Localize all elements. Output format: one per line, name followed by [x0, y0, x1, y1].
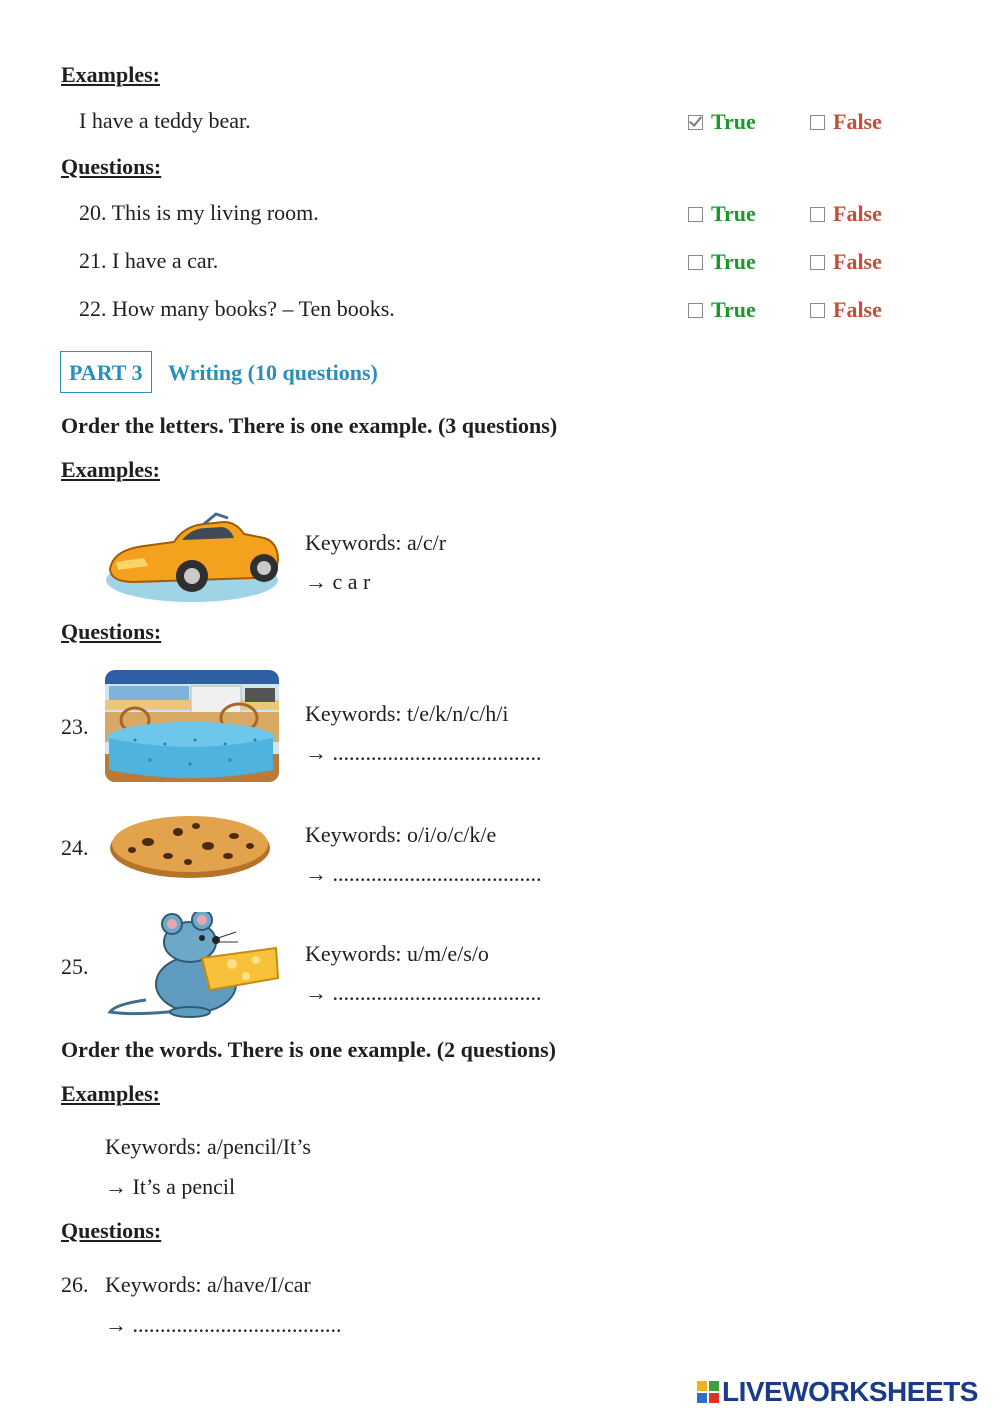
checkbox-icon[interactable] [688, 255, 703, 270]
question-22-true-option[interactable] [688, 297, 756, 323]
question-22-text: 22. How many books? – Ten books. [79, 296, 395, 321]
words-questions-heading: Questions: [61, 1218, 162, 1243]
question-21-false-option[interactable] [810, 249, 882, 275]
question-25-number: 25. [61, 954, 89, 979]
true-label: True [711, 201, 756, 226]
car-image [104, 512, 280, 604]
letters-questions-heading: Questions: [61, 619, 162, 644]
question-22-false-option[interactable] [810, 297, 882, 323]
words-example-answer: → It’s a pencil [105, 1174, 236, 1199]
logo-text: LIVEWORKSHEETS [722, 1376, 978, 1407]
question-21-true-option[interactable] [688, 249, 756, 275]
questions-heading: Questions: [61, 154, 162, 179]
part-3-title: Writing (10 questions) [168, 360, 378, 385]
question-20-false-option[interactable] [810, 201, 882, 227]
question-21-text: 21. I have a car. [79, 248, 219, 273]
question-24-answer-field[interactable]: → ...................................... [305, 861, 542, 886]
order-words-instruction: Order the words. There is one example. (2 questions) [61, 1037, 556, 1062]
true-label: True [711, 109, 756, 134]
question-20-text: 20. This is my living room. [79, 200, 319, 225]
letters-examples-heading: Examples: [61, 457, 160, 482]
checkbox-icon[interactable] [810, 115, 825, 130]
false-label: False [833, 201, 882, 226]
liveworksheets-logo [697, 1376, 978, 1408]
words-example-keywords: Keywords: a/pencil/It’s [105, 1134, 311, 1159]
words-examples-heading: Examples: [61, 1081, 160, 1106]
false-label: False [833, 249, 882, 274]
checkbox-icon[interactable] [688, 207, 703, 222]
question-23-keywords: Keywords: t/e/k/n/c/h/i [305, 701, 509, 726]
examples-heading: Examples: [61, 62, 160, 87]
question-26-keywords: Keywords: a/have/I/car [105, 1272, 311, 1297]
example-false-option[interactable] [810, 109, 882, 135]
question-24-number: 24. [61, 835, 89, 860]
question-23-number: 23. [61, 714, 89, 739]
logo-mark-icon [697, 1381, 719, 1403]
true-label: True [711, 249, 756, 274]
question-25-keywords: Keywords: u/m/e/s/o [305, 941, 489, 966]
example-true-option[interactable] [688, 109, 756, 135]
example-sentence: I have a teddy bear. [79, 108, 251, 133]
checkbox-icon[interactable] [810, 207, 825, 222]
false-label: False [833, 297, 882, 322]
checkbox-icon[interactable] [810, 303, 825, 318]
question-26-answer-field[interactable]: → ...................................... [105, 1312, 342, 1337]
question-26-number: 26. [61, 1272, 89, 1297]
question-20-true-option[interactable] [688, 201, 756, 227]
checked-checkbox-icon[interactable] [688, 115, 703, 130]
question-25-answer-field[interactable]: → ...................................... [305, 980, 542, 1005]
question-23-answer-field[interactable]: → ...................................... [305, 740, 542, 765]
part-3-badge: PART 3 [60, 351, 152, 393]
letters-example-keywords: Keywords: a/c/r [305, 530, 447, 555]
checkbox-icon[interactable] [688, 303, 703, 318]
order-letters-instruction: Order the letters. There is one example. (3 questions) [61, 413, 558, 438]
checkbox-icon[interactable] [810, 255, 825, 270]
kitchen-image [105, 670, 279, 782]
true-label: True [711, 297, 756, 322]
question-24-keywords: Keywords: o/i/o/c/k/e [305, 822, 497, 847]
mouse-image [106, 912, 280, 1020]
letters-example-answer: → c a r [305, 569, 371, 594]
false-label: False [833, 109, 882, 134]
cookie-image [108, 812, 272, 880]
